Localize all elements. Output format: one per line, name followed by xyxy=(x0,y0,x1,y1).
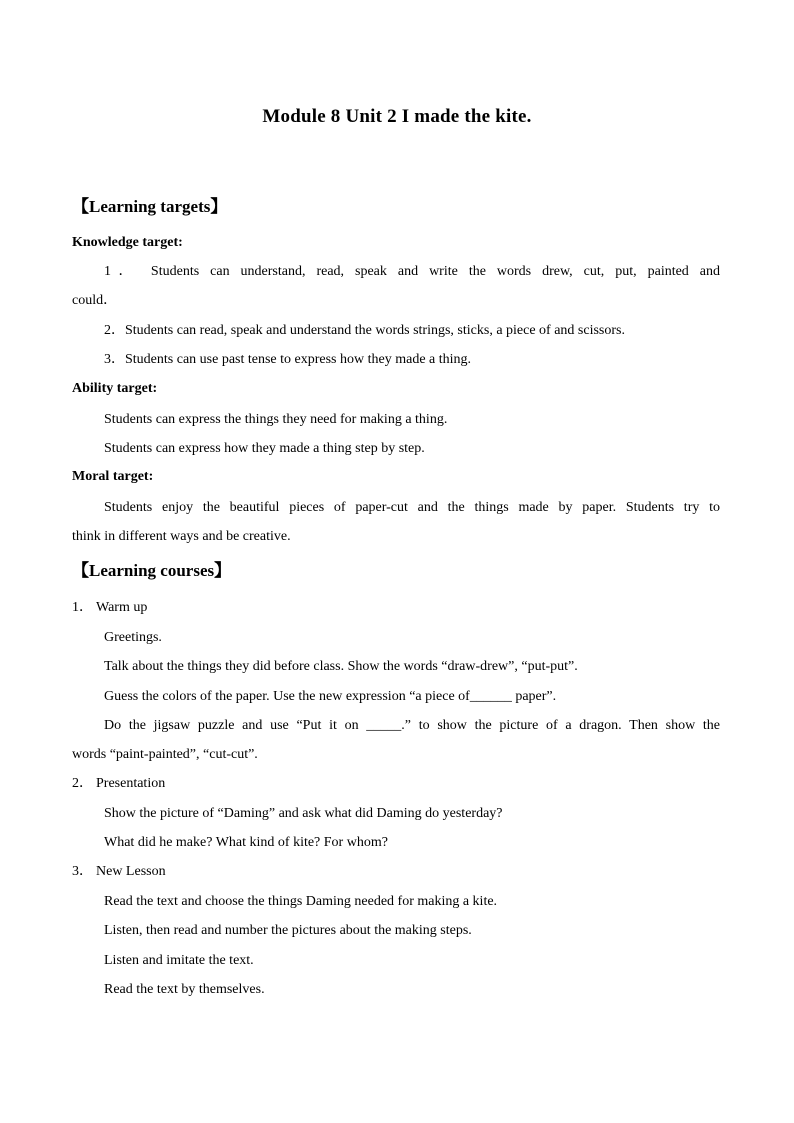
warm-up-line-1: Greetings. xyxy=(104,630,162,645)
learning-targets-heading: 【Learning targets】 xyxy=(72,197,228,216)
knowledge-item-1-line-1: 1． Students can understand, read, speak and write the words drew, cut, put, painted and xyxy=(104,264,720,279)
course-step-3-number: 3． xyxy=(72,864,93,879)
course-step-2-label: Presentation xyxy=(96,776,166,791)
course-step-1-label: Warm up xyxy=(96,600,148,615)
warm-up-line-2: Talk about the things they did before class. Show the words “draw-drew”, “put-put”. xyxy=(104,659,578,674)
learning-courses-heading: 【Learning courses】 xyxy=(72,561,232,580)
page-title: Module 8 Unit 2 I made the kite. xyxy=(262,106,532,127)
new-lesson-line-2: Listen, then read and number the pictures about the making steps. xyxy=(104,923,472,938)
warm-up-line-3: Guess the colors of the paper. Use the new expression “a piece of______ paper”. xyxy=(104,689,557,704)
warm-up-line-5: words “paint-painted”, “cut-cut”. xyxy=(72,747,258,762)
new-lesson-line-1: Read the text and choose the things Daming needed for making a kite. xyxy=(104,894,498,909)
knowledge-item-1-line-2: could． xyxy=(72,293,118,308)
course-step-1-heading xyxy=(72,599,147,617)
presentation-line-1: Show the picture of “Daming” and ask what did Daming do yesterday? xyxy=(104,806,503,821)
moral-target-label: Moral target: xyxy=(72,469,154,484)
course-step-1-number: 1． xyxy=(72,600,93,615)
course-step-3-label: New Lesson xyxy=(96,864,166,879)
knowledge-target-label: Knowledge target: xyxy=(72,235,183,250)
new-lesson-line-3: Listen and imitate the text. xyxy=(104,953,254,968)
knowledge-item-3: 3．Students can use past tense to express how they made a thing. xyxy=(104,352,472,367)
presentation-line-2: What did he make? What kind of kite? For whom? xyxy=(104,835,388,850)
moral-target-line-2: think in different ways and be creative. xyxy=(72,529,291,544)
ability-target-label: Ability target: xyxy=(72,381,158,396)
ability-target-line-1: Students can express the things they need for making a thing. xyxy=(104,412,448,427)
new-lesson-line-4: Read the text by themselves. xyxy=(104,982,265,997)
course-step-3-heading xyxy=(72,863,166,881)
moral-target-line-1: Students enjoy the beautiful pieces of paper-cut and the things made by paper. Students try to xyxy=(104,500,720,515)
course-step-2-heading xyxy=(72,775,165,793)
ability-target-line-2: Students can express how they made a thing step by step. xyxy=(104,441,425,456)
course-step-2-number: 2． xyxy=(72,776,93,791)
knowledge-item-2: 2．Students can read, speak and understand the words strings, sticks, a piece of and scissors. xyxy=(104,323,625,338)
warm-up-line-4: Do the jigsaw puzzle and use “Put it on _____.” to show the picture of a dragon. Then show the xyxy=(104,718,720,733)
